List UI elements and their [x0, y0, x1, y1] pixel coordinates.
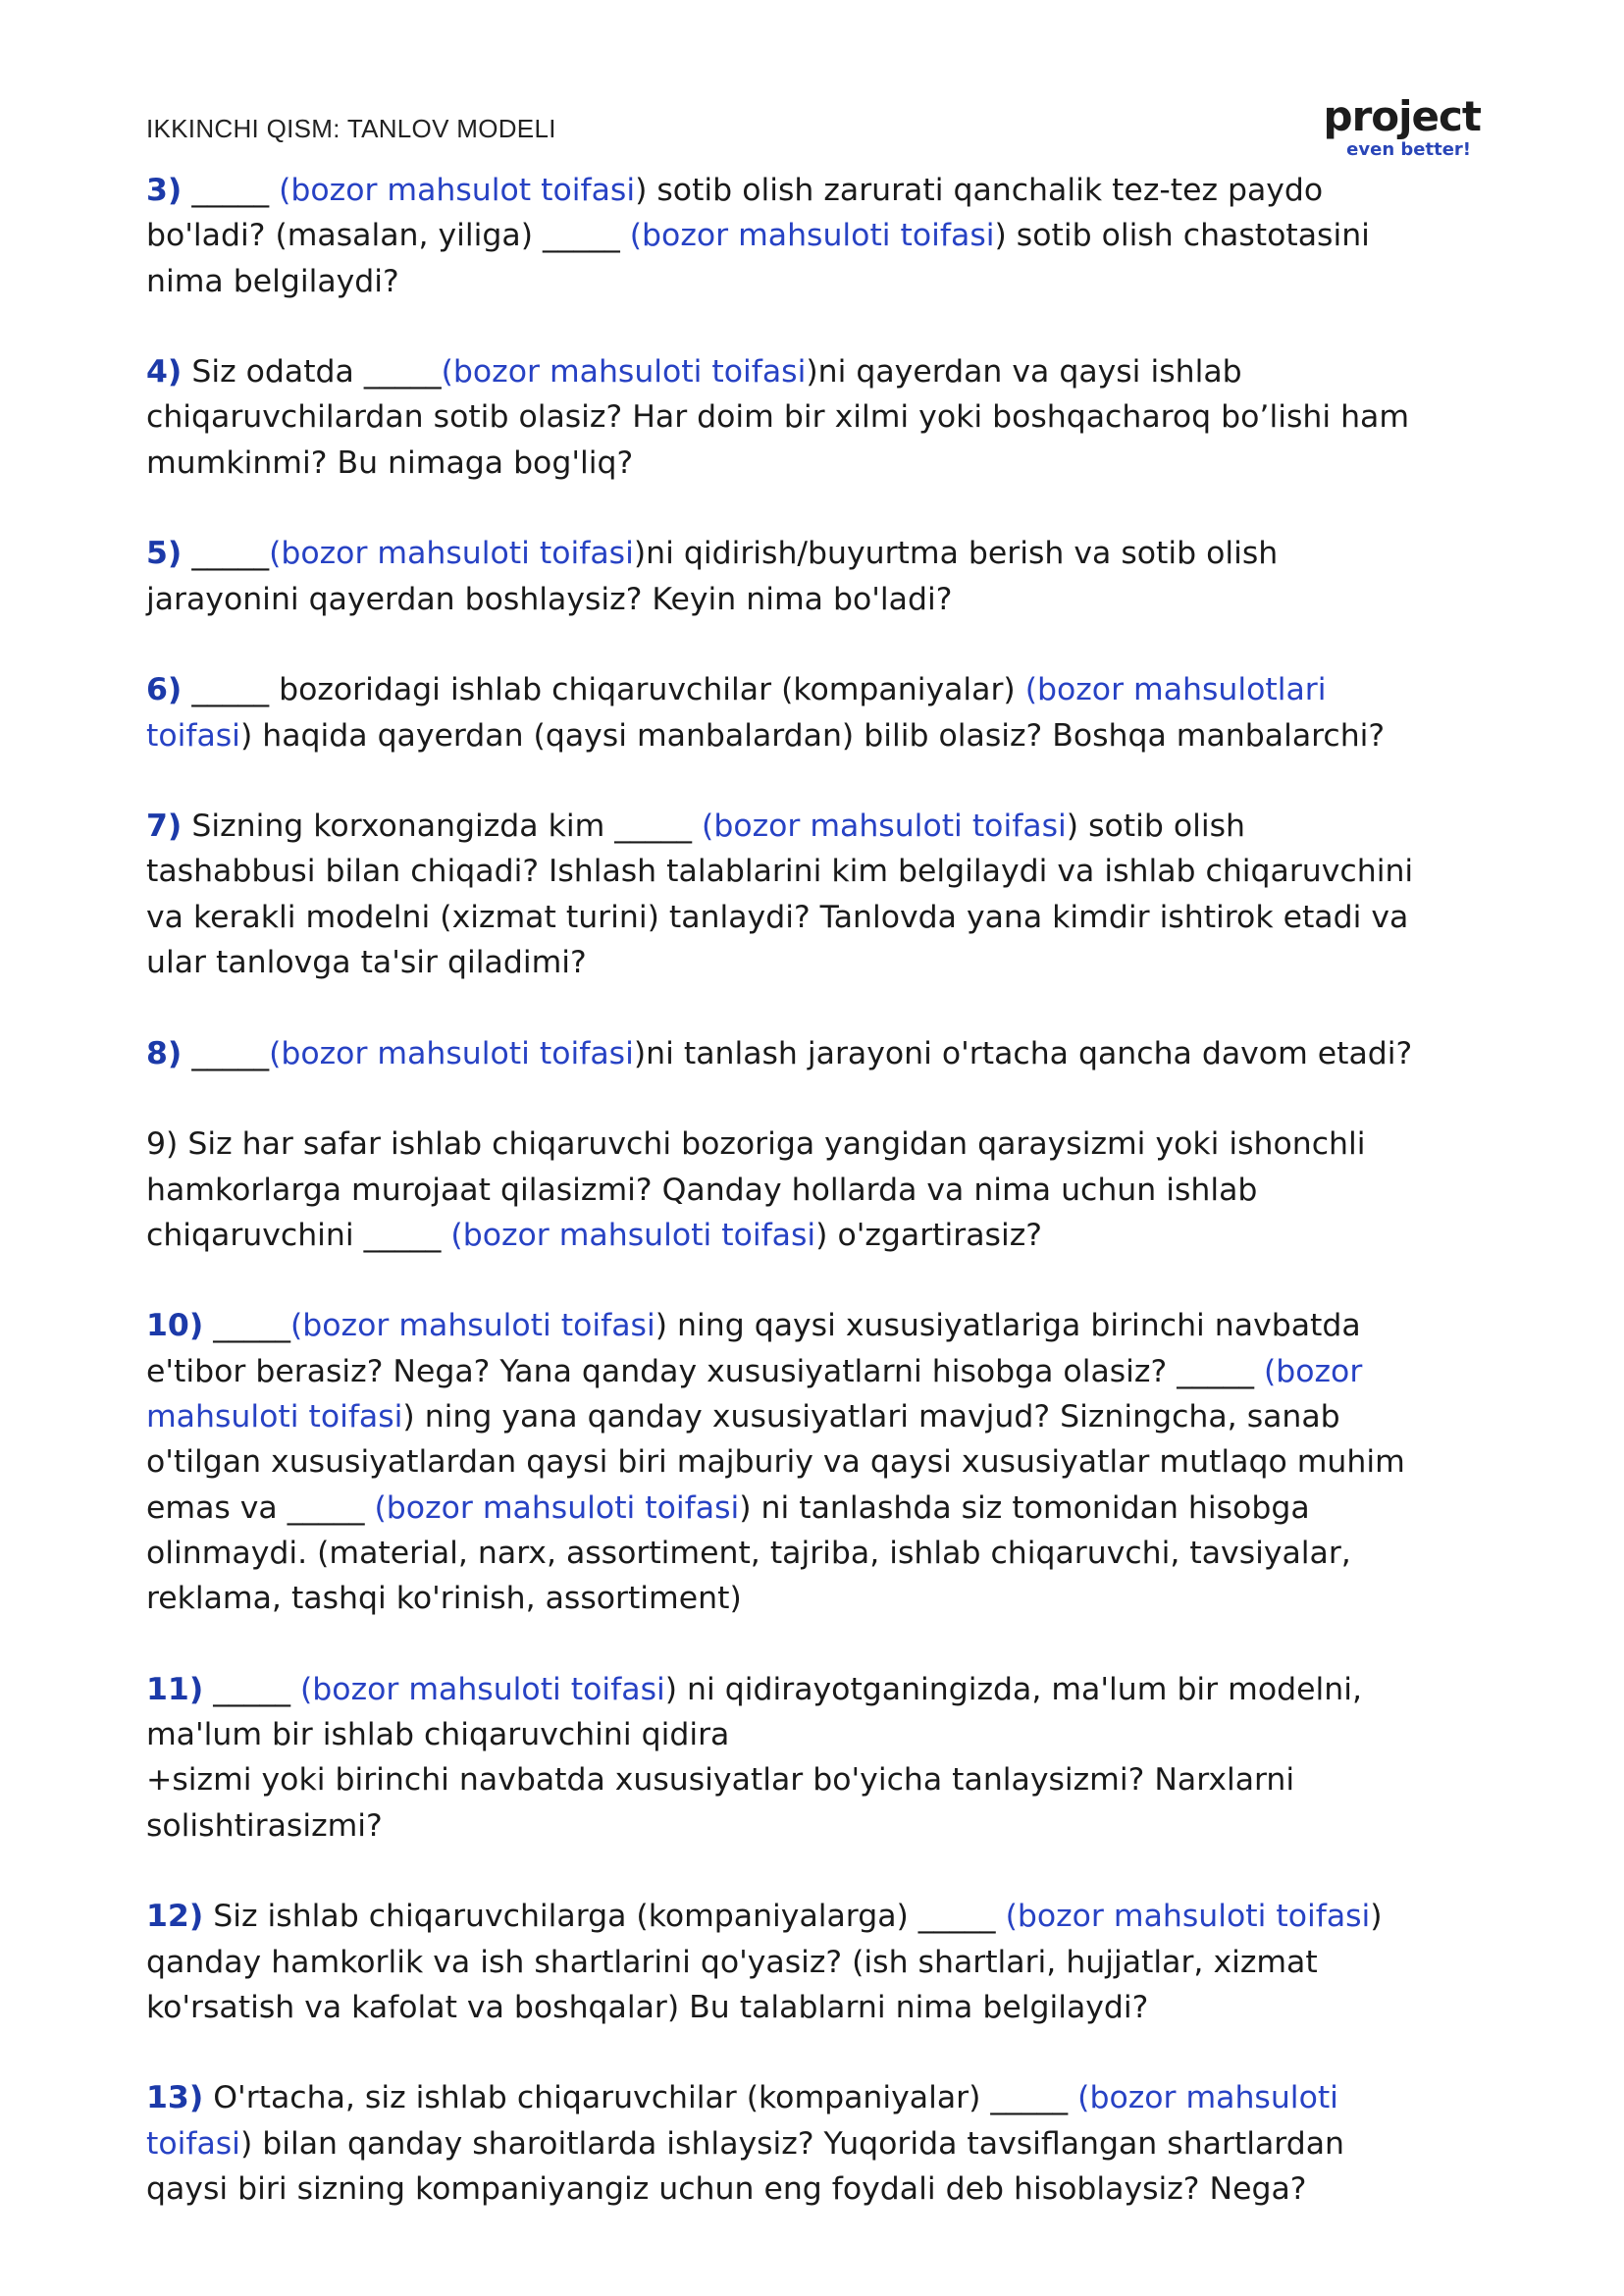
question-text: ) ni tanlashda siz tomonidan hisobga: [739, 1489, 1310, 1526]
question-number: 10): [146, 1308, 204, 1344]
question-text: Siz odatda _____: [182, 354, 442, 391]
question-text: hamkorlarga murojaat qilasizmi? Qanday hollarda va nima uchun ishlab: [146, 1172, 1258, 1208]
question-text: +sizmi yoki birinchi navbatda xususiyatlar bo'yicha tanlaysizmi? Narxlarni: [146, 1762, 1295, 1799]
question-text: _____: [203, 1671, 301, 1707]
logo-tagline: even better!: [1346, 139, 1471, 160]
question-text: )ni qayerdan va qaysi ishlab: [806, 354, 1242, 391]
question-text: va kerakli modelni (xizmat turini) tanlaydi? Tanlovda yana kimdir ishtirok etadi va: [146, 899, 1409, 935]
category-placeholder: (bozor mahsulotlari: [1024, 672, 1327, 708]
category-placeholder: (bozor mahsuloti toifasi: [269, 536, 634, 572]
question-paragraph: [146, 1894, 1500, 2030]
question-text: tashabbusi bilan chiqadi? Ishlash talablarini kim belgilaydi va ishlab chiqaruvchini: [146, 854, 1414, 890]
question-number: 13): [146, 2080, 204, 2116]
question-paragraph: [146, 1303, 1500, 1621]
question-paragraph: [146, 2075, 1500, 2212]
category-placeholder: (bozor mahsuloti toifasi: [629, 218, 995, 254]
category-placeholder: mahsuloti toifasi: [146, 1399, 403, 1435]
question-text: ) ning qaysi xususiyatlariga birinchi navbatda: [655, 1308, 1361, 1344]
category-placeholder: (bozor mahsuloti toifasi: [702, 809, 1067, 845]
question-text: reklama, tashqi ko'rinish, assortiment): [146, 1581, 742, 1617]
category-placeholder: toifasi: [146, 717, 240, 754]
question-text: emas va _____: [146, 1489, 375, 1526]
question-text: ) ning yana qanday xususiyatlari mavjud? Sizningcha, sanab: [402, 1399, 1340, 1435]
question-paragraph: [146, 1031, 1500, 1076]
question-text: _____: [182, 173, 280, 208]
question-number: 5): [146, 536, 183, 572]
question-paragraph: [146, 349, 1500, 486]
question-text: olinmaydi. (material, narx, assortiment, tajriba, ishlab chiqaruvchi, tavsiyalar,: [146, 1535, 1351, 1571]
logo-wordmark: project: [1323, 92, 1481, 140]
question-text: ) ni qidirayotganingizda, ma'lum bir modelni,: [664, 1671, 1362, 1707]
question-number: 12): [146, 1899, 204, 1935]
question-number: 8): [146, 1035, 183, 1071]
question-text: Siz ishlab chiqaruvchilarga (kompaniyalarga) _____: [203, 1899, 1006, 1935]
category-placeholder: (bozor mahsuloti toifasi: [290, 1308, 655, 1344]
question-paragraph: [146, 168, 1500, 304]
question-paragraph: [146, 531, 1500, 622]
question-number: 7): [146, 809, 183, 845]
category-placeholder: toifasi: [146, 2125, 240, 2162]
question-list: [146, 168, 1500, 2258]
category-placeholder: (bozor mahsuloti: [1077, 2080, 1338, 2116]
question-text: )ni qidirish/buyurtma berish va sotib olish: [633, 536, 1279, 572]
question-number: 6): [146, 672, 183, 708]
category-placeholder: (bozor mahsuloti toifasi: [374, 1489, 740, 1526]
category-placeholder: (bozor mahsuloti toifasi: [441, 354, 807, 391]
question-paragraph: [146, 804, 1500, 985]
question-text: ) haqida qayerdan (qaysi manbalardan) bilib olasiz? Boshqa manbalarchi?: [239, 717, 1386, 754]
question-text: o'tilgan xususiyatlardan qaysi biri majburiy va qaysi xususiyatlar mutlaqo muhim: [146, 1444, 1405, 1481]
question-text: ) sotib olish zarurati qanchalik tez-tez paydo: [635, 173, 1324, 208]
question-text: )ni tanlash jarayoni o'rtacha qancha davom etadi?: [633, 1035, 1413, 1071]
question-text: solishtirasizmi?: [146, 1807, 383, 1844]
question-paragraph: [146, 1122, 1500, 1258]
question-text: mumkinmi? Bu nimaga bog'liq?: [146, 444, 634, 481]
question-text: ular tanlovga ta'sir qiladimi?: [146, 945, 587, 981]
question-number: 4): [146, 354, 183, 391]
question-text: _____: [203, 1308, 290, 1344]
question-text: _____: [182, 1035, 270, 1071]
category-placeholder: (bozor mahsulot toifasi: [279, 173, 636, 208]
question-text: qanday hamkorlik va ish shartlarini qo'yasiz? (ish shartlari, hujjatlar, xizmat: [146, 1944, 1318, 1980]
question-text: ) sotib olish chastotasini: [994, 218, 1370, 254]
question-text: chiqaruvchini _____: [146, 1217, 451, 1253]
question-text: qaysi biri sizning kompaniyangiz uchun eng foydali deb hisoblaysiz? Nega?: [146, 2171, 1307, 2208]
question-text: O'rtacha, siz ishlab chiqaruvchilar (kompaniyalar) _____: [203, 2080, 1078, 2116]
question-text: Siz har safar ishlab chiqaruvchi bozoriga yangidan qaraysizmi yoki ishonchli: [178, 1126, 1366, 1163]
question-text: ) sotib olish: [1066, 809, 1246, 845]
question-text: bo'ladi? (masalan, yiliga) _____: [146, 218, 630, 254]
question-number: 11): [146, 1671, 204, 1707]
category-placeholder: (bozor mahsuloti toifasi: [300, 1671, 665, 1707]
question-text: Sizning korxonangizda kim _____: [182, 809, 703, 845]
question-text: ) o'zgartirasiz?: [815, 1217, 1042, 1253]
question-text: chiqaruvchilardan sotib olasiz? Har doim bir xilmi yoki boshqacharoq bo’lishi ham: [146, 399, 1410, 436]
category-placeholder: (bozor mahsuloti toifasi: [450, 1217, 816, 1253]
question-text: nima belgilaydi?: [146, 263, 399, 299]
question-text: _____ bozoridagi ishlab chiqaruvchilar (kompaniyalar): [182, 672, 1025, 708]
section-title: IKKINCHI QISM: TANLOV MODELI: [146, 114, 556, 143]
brand-logo: [1324, 94, 1482, 161]
question-number: 9): [146, 1126, 179, 1163]
question-number: 3): [146, 173, 183, 208]
question-text: ) bilan qanday sharoitlarda ishlaysiz? Yuqorida tavsiflangan shartlardan: [239, 2125, 1344, 2162]
question-text: ma'lum bir ishlab chiqaruvchini qidira: [146, 1717, 730, 1753]
question-text: ): [1370, 1899, 1383, 1935]
question-text: ko'rsatish va kafolat va boshqalar) Bu talablarni nima belgilaydi?: [146, 1989, 1149, 2025]
category-placeholder: (bozor mahsuloti toifasi: [1005, 1899, 1371, 1935]
category-placeholder: (bozor mahsuloti toifasi: [269, 1035, 634, 1071]
question-text: e'tibor berasiz? Nega? Yana qanday xususiyatlarni hisobga olasiz? _____: [146, 1353, 1264, 1389]
question-paragraph: [146, 667, 1500, 758]
question-paragraph: [146, 1667, 1500, 1849]
question-text: _____: [182, 536, 270, 572]
category-placeholder: (bozor: [1263, 1353, 1363, 1389]
question-text: jarayonini qayerdan boshlaysiz? Keyin nima bo'ladi?: [146, 581, 953, 617]
